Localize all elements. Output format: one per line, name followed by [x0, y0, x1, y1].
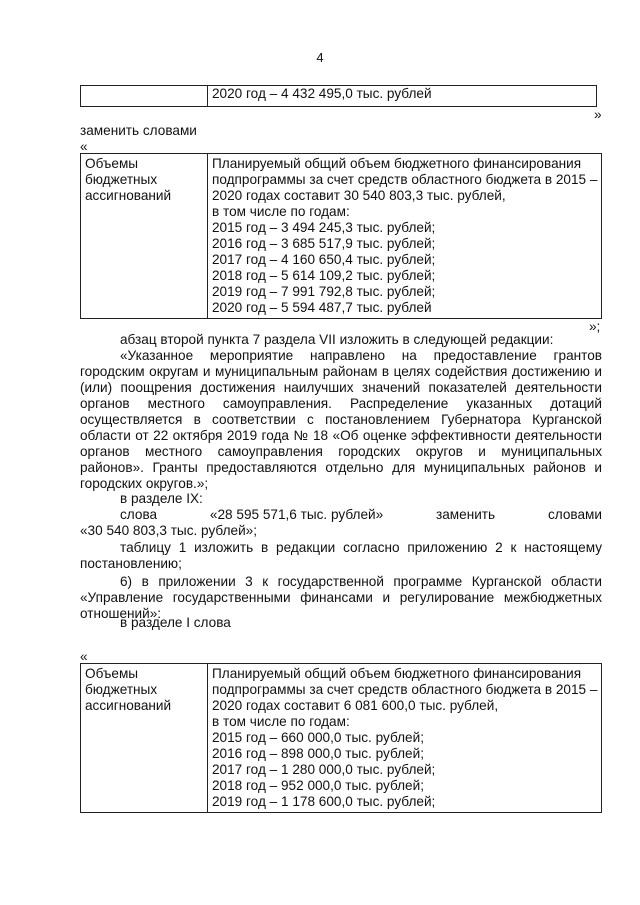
top-table-fragment [80, 85, 597, 107]
replace-label: заменить [436, 507, 496, 522]
table2-label-cell [81, 664, 208, 813]
paragraph-line: органов местного самоуправления. Распределение указанных дотаций [80, 396, 602, 411]
paragraph-line: абзац второй пункта 7 раздела VII изложить в следующей редакции: [120, 332, 554, 347]
table1-label-cell [81, 154, 208, 319]
budget-table-2 [80, 663, 602, 813]
paragraph-line: городским округам и муниципальным районам в целях содействия достижению и [80, 364, 602, 379]
table2-value-line: 2015 год – 660 000,0 тыс. рублей; [212, 730, 424, 745]
paragraph-line: районов». Гранты предоставляются отдельно для муниципальных районов и [80, 460, 602, 475]
new-amount: «30 540 803,3 тыс. рублей»; [80, 523, 258, 538]
close-quote-1: » [594, 107, 602, 122]
table1-value-line: 2015 год – 3 494 245,3 тыс. рублей; [212, 220, 436, 235]
table2-label-line: бюджетных [85, 682, 158, 697]
paragraph-line: (или) поощрения достижения наилучших значений показателей деятельности [80, 380, 602, 395]
replace-words-label: заменить словами [80, 123, 197, 138]
table2-value-line: Планируемый общий объем бюджетного финансирования [212, 666, 582, 681]
paragraph-line: городских округов.»; [80, 476, 209, 491]
paragraph-line: «Управление государственными финансами и регулирование межбюджетных [80, 590, 602, 605]
paragraph-line: органов местного самоуправления городских округов и муниципальных [80, 444, 602, 459]
open-quote-2: « [80, 649, 88, 664]
table1-value-line: 2020 годах составит 30 540 803,3 тыс. рублей, [212, 188, 506, 203]
table2-value-line: 2019 год – 1 178 600,0 тыс. рублей; [212, 794, 436, 809]
paragraph-line: 6) в приложении 3 к государственной программе Курганской области [120, 574, 602, 589]
table1-label-line: бюджетных [85, 172, 158, 187]
table2-value-line: 2016 год – 898 000,0 тыс. рублей; [212, 746, 424, 761]
table2-value-cell [208, 664, 602, 813]
table1-value-line: 2020 год – 5 594 487,7 тыс. рублей [212, 300, 432, 315]
paragraph-line: «Указанное мероприятие направлено на предоставление грантов [120, 348, 602, 363]
paragraph-line: области от 22 октября 2019 года № 18 «Об оценке эффективности деятельности [80, 428, 602, 443]
table2-value-line: в том числе по годам: [212, 714, 350, 729]
paragraph-line: осуществляется в соответствии с постановлением Губернатора Курганской [80, 412, 602, 427]
paragraph-section-vii [80, 332, 602, 492]
words-replacement-line [120, 507, 602, 523]
top-table-right-cell [208, 86, 597, 107]
table1-value-line: 2016 год – 3 685 517,9 тыс. рублей; [212, 236, 436, 251]
table2-value-line: подпрограммы за счет средств областного бюджета в 2015 – [212, 682, 598, 697]
page-number: 4 [316, 50, 324, 65]
table2-label-line: ассигнований [85, 698, 172, 713]
with-words-label: словами [547, 507, 602, 522]
table2-value-line: 2020 годах составит 6 081 600,0 тыс. рублей, [212, 698, 499, 713]
table1-value-line: 2019 год – 7 991 792,8 тыс. рублей; [212, 284, 436, 299]
table1-value-line: в том числе по годам: [212, 204, 350, 219]
close-quote-semicolon-1: »; [589, 319, 601, 334]
table1-value-line: 2017 год – 4 160 650,4 тыс. рублей; [212, 252, 436, 267]
top-table-left-cell [81, 86, 208, 107]
table1-label-line: ассигнований [85, 188, 172, 203]
old-amount: «28 595 571,6 тыс. рублей» [209, 507, 384, 522]
table1-value-line: 2018 год – 5 614 109,2 тыс. рублей; [212, 268, 436, 283]
paragraph-line: постановлению; [80, 556, 182, 571]
table1-label-line: Объемы [85, 156, 139, 171]
open-quote-1: « [80, 139, 88, 154]
section-i-label: в разделе I слова [120, 615, 231, 630]
words-label: слова [120, 507, 158, 522]
table2-value-line: 2018 год – 952 000,0 тыс. рублей; [212, 778, 424, 793]
table2-label-line: Объемы [85, 666, 139, 681]
table1-value-line: подпрограммы за счет средств областного бюджета в 2015 – [212, 172, 598, 187]
table1-value-cell [208, 154, 602, 319]
table1-value-line: Планируемый общий объем бюджетного финансирования [212, 156, 582, 171]
section-ix-label: в разделе IX: [120, 491, 203, 506]
budget-table-1 [80, 153, 602, 319]
top-table-line: 2020 год – 4 432 495,0 тыс. рублей [212, 86, 432, 101]
paragraph-line: таблицу 1 изложить в редакции согласно приложению 2 к настоящему [120, 540, 602, 555]
table2-value-line: 2017 год – 1 280 000,0 тыс. рублей; [212, 762, 436, 777]
paragraph-table-1 [80, 540, 602, 572]
paragraph-line: отношений»: [80, 606, 162, 621]
